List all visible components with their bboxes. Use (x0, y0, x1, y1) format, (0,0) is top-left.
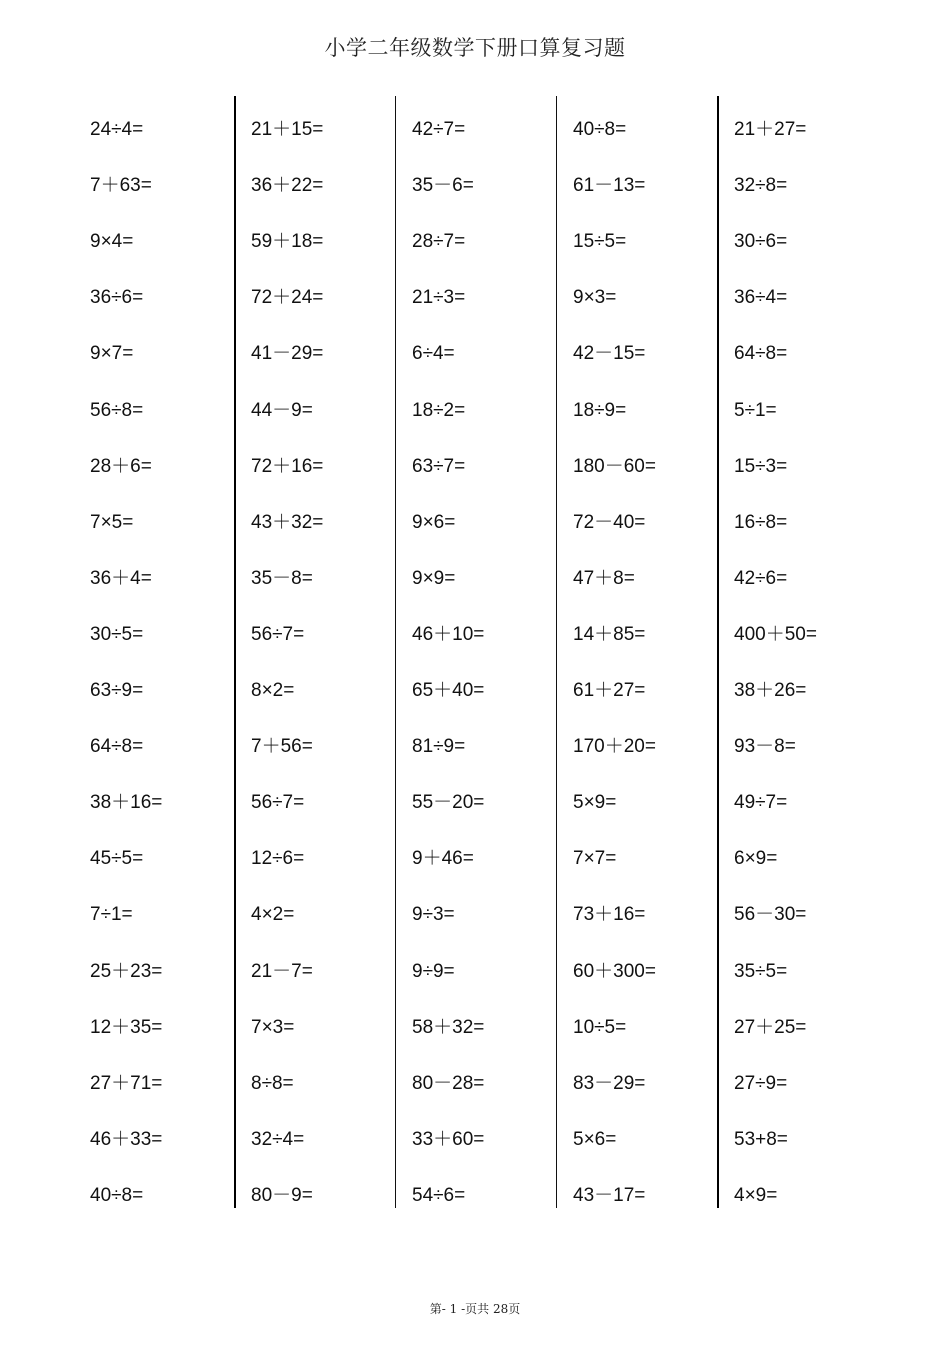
problem-item: 56÷7= (251, 623, 305, 645)
problem-item: 41－29= (251, 343, 324, 365)
problem-item: 43－17= (573, 1184, 646, 1206)
problem-item: 9＋46= (412, 848, 474, 870)
problem-item: 9×9= (412, 567, 456, 589)
column-3 (395, 96, 556, 1208)
problem-item: 21＋27= (734, 119, 807, 140)
problem-item: 25＋23= (90, 960, 163, 982)
problem-item: 38＋16= (90, 792, 163, 814)
problem-item: 63÷7= (412, 455, 466, 477)
column-5 (717, 96, 878, 1208)
problem-item: 61－13= (573, 175, 646, 197)
problem-item: 7×5= (90, 511, 134, 533)
problem-item: 46＋10= (412, 623, 485, 645)
problem-item: 27＋25= (734, 1016, 807, 1038)
column-divider (556, 96, 557, 1208)
problem-item: 58＋32= (412, 1016, 485, 1038)
problem-item: 9×7= (90, 343, 134, 365)
problem-item: 15÷5= (573, 231, 627, 253)
problem-item: 73＋16= (573, 904, 646, 926)
problem-item: 53+8= (734, 1128, 788, 1150)
problem-item: 63÷9= (90, 680, 144, 701)
page-footer: 第- 1 -页共 28页 (429, 1302, 521, 1316)
problem-item: 42÷7= (412, 119, 466, 140)
problem-item: 72－40= (573, 511, 646, 533)
problem-item: 32÷4= (251, 1128, 305, 1150)
problem-item: 9÷9= (412, 960, 455, 982)
problem-item: 7×3= (251, 1016, 295, 1038)
problem-item: 44－9= (251, 399, 313, 421)
problem-item: 5×6= (573, 1128, 617, 1150)
problem-item: 5×9= (573, 792, 617, 814)
column-4 (556, 96, 717, 1208)
problem-item: 12÷6= (251, 848, 305, 870)
problem-item: 6÷4= (412, 343, 455, 365)
problem-item: 64÷8= (90, 736, 144, 758)
column-divider (395, 96, 396, 1208)
problem-item: 15÷3= (734, 455, 788, 477)
problem-item: 40÷8= (573, 119, 627, 140)
problem-item: 35÷5= (734, 960, 788, 982)
problem-item: 72＋16= (251, 455, 324, 477)
problem-item: 45÷5= (90, 848, 144, 870)
column-divider (234, 96, 236, 1208)
problem-item: 56－30= (734, 904, 807, 926)
column-2 (234, 96, 395, 1208)
problem-item: 14＋85= (573, 623, 646, 645)
problem-item: 16÷8= (734, 511, 788, 533)
problem-item: 8÷8= (251, 1072, 294, 1094)
problem-item: 38＋26= (734, 680, 807, 701)
problem-item: 35－6= (412, 175, 474, 197)
problem-item: 59＋18= (251, 231, 324, 253)
problem-item: 9×3= (573, 287, 617, 309)
problem-grid (73, 96, 883, 1208)
problem-item: 21＋15= (251, 119, 324, 140)
problem-item: 64÷8= (734, 343, 788, 365)
problem-item: 65＋40= (412, 680, 485, 701)
problem-item: 30÷5= (90, 623, 144, 645)
problem-item: 93－8= (734, 736, 796, 758)
problem-item: 35－8= (251, 567, 313, 589)
problem-item: 42－15= (573, 343, 646, 365)
problem-item: 80－28= (412, 1072, 485, 1094)
problem-item: 21－7= (251, 960, 313, 982)
page-title: 小学二年级数学下册口算复习题 (324, 36, 626, 60)
problem-item: 21÷3= (412, 287, 466, 309)
problem-item: 9×6= (412, 511, 456, 533)
problem-item: 12＋35= (90, 1016, 163, 1038)
problem-item: 83－29= (573, 1072, 646, 1094)
problem-item: 28＋6= (90, 455, 152, 477)
problem-item: 170＋20= (573, 736, 656, 758)
problem-item: 18÷2= (412, 399, 466, 421)
problem-item: 400＋50= (734, 623, 817, 645)
problem-item: 7×7= (573, 848, 617, 870)
column-divider (717, 96, 719, 1208)
problem-item: 40÷8= (90, 1184, 144, 1206)
problem-item: 30÷6= (734, 231, 788, 253)
problem-item: 4×2= (251, 904, 295, 926)
problem-item: 5÷1= (734, 399, 777, 421)
problem-item: 28÷7= (412, 231, 466, 253)
problem-item: 4×9= (734, 1184, 778, 1206)
problem-item: 9÷3= (412, 904, 455, 926)
problem-item: 18÷9= (573, 399, 627, 421)
problem-item: 55－20= (412, 792, 485, 814)
problem-item: 24÷4= (90, 119, 144, 140)
problem-item: 36÷4= (734, 287, 788, 309)
problem-item: 10÷5= (573, 1016, 627, 1038)
problem-item: 47＋8= (573, 567, 635, 589)
problem-item: 49÷7= (734, 792, 788, 814)
problem-item: 46＋33= (90, 1128, 163, 1150)
problem-item: 61＋27= (573, 680, 646, 701)
problem-item: 33＋60= (412, 1128, 485, 1150)
problem-item: 8×2= (251, 680, 295, 701)
problem-item: 9×4= (90, 231, 134, 253)
problem-item: 7＋56= (251, 736, 313, 758)
problem-item: 36＋22= (251, 175, 324, 197)
column-1 (73, 96, 234, 1208)
problem-item: 80－9= (251, 1184, 313, 1206)
problem-item: 54÷6= (412, 1184, 466, 1206)
problem-item: 27÷9= (734, 1072, 788, 1094)
problem-item: 72＋24= (251, 287, 324, 309)
problem-item: 6×9= (734, 848, 778, 870)
problem-item: 7÷1= (90, 904, 133, 926)
problem-item: 7＋63= (90, 175, 152, 197)
problem-item: 27＋71= (90, 1072, 163, 1094)
problem-item: 56÷7= (251, 792, 305, 814)
problem-item: 32÷8= (734, 175, 788, 197)
problem-item: 56÷8= (90, 399, 144, 421)
problem-item: 81÷9= (412, 736, 466, 758)
problem-item: 180－60= (573, 455, 656, 477)
problem-item: 60＋300= (573, 960, 656, 982)
problem-item: 42÷6= (734, 567, 788, 589)
problem-item: 43＋32= (251, 511, 324, 533)
problem-item: 36÷6= (90, 287, 144, 309)
problem-item: 36＋4= (90, 567, 152, 589)
